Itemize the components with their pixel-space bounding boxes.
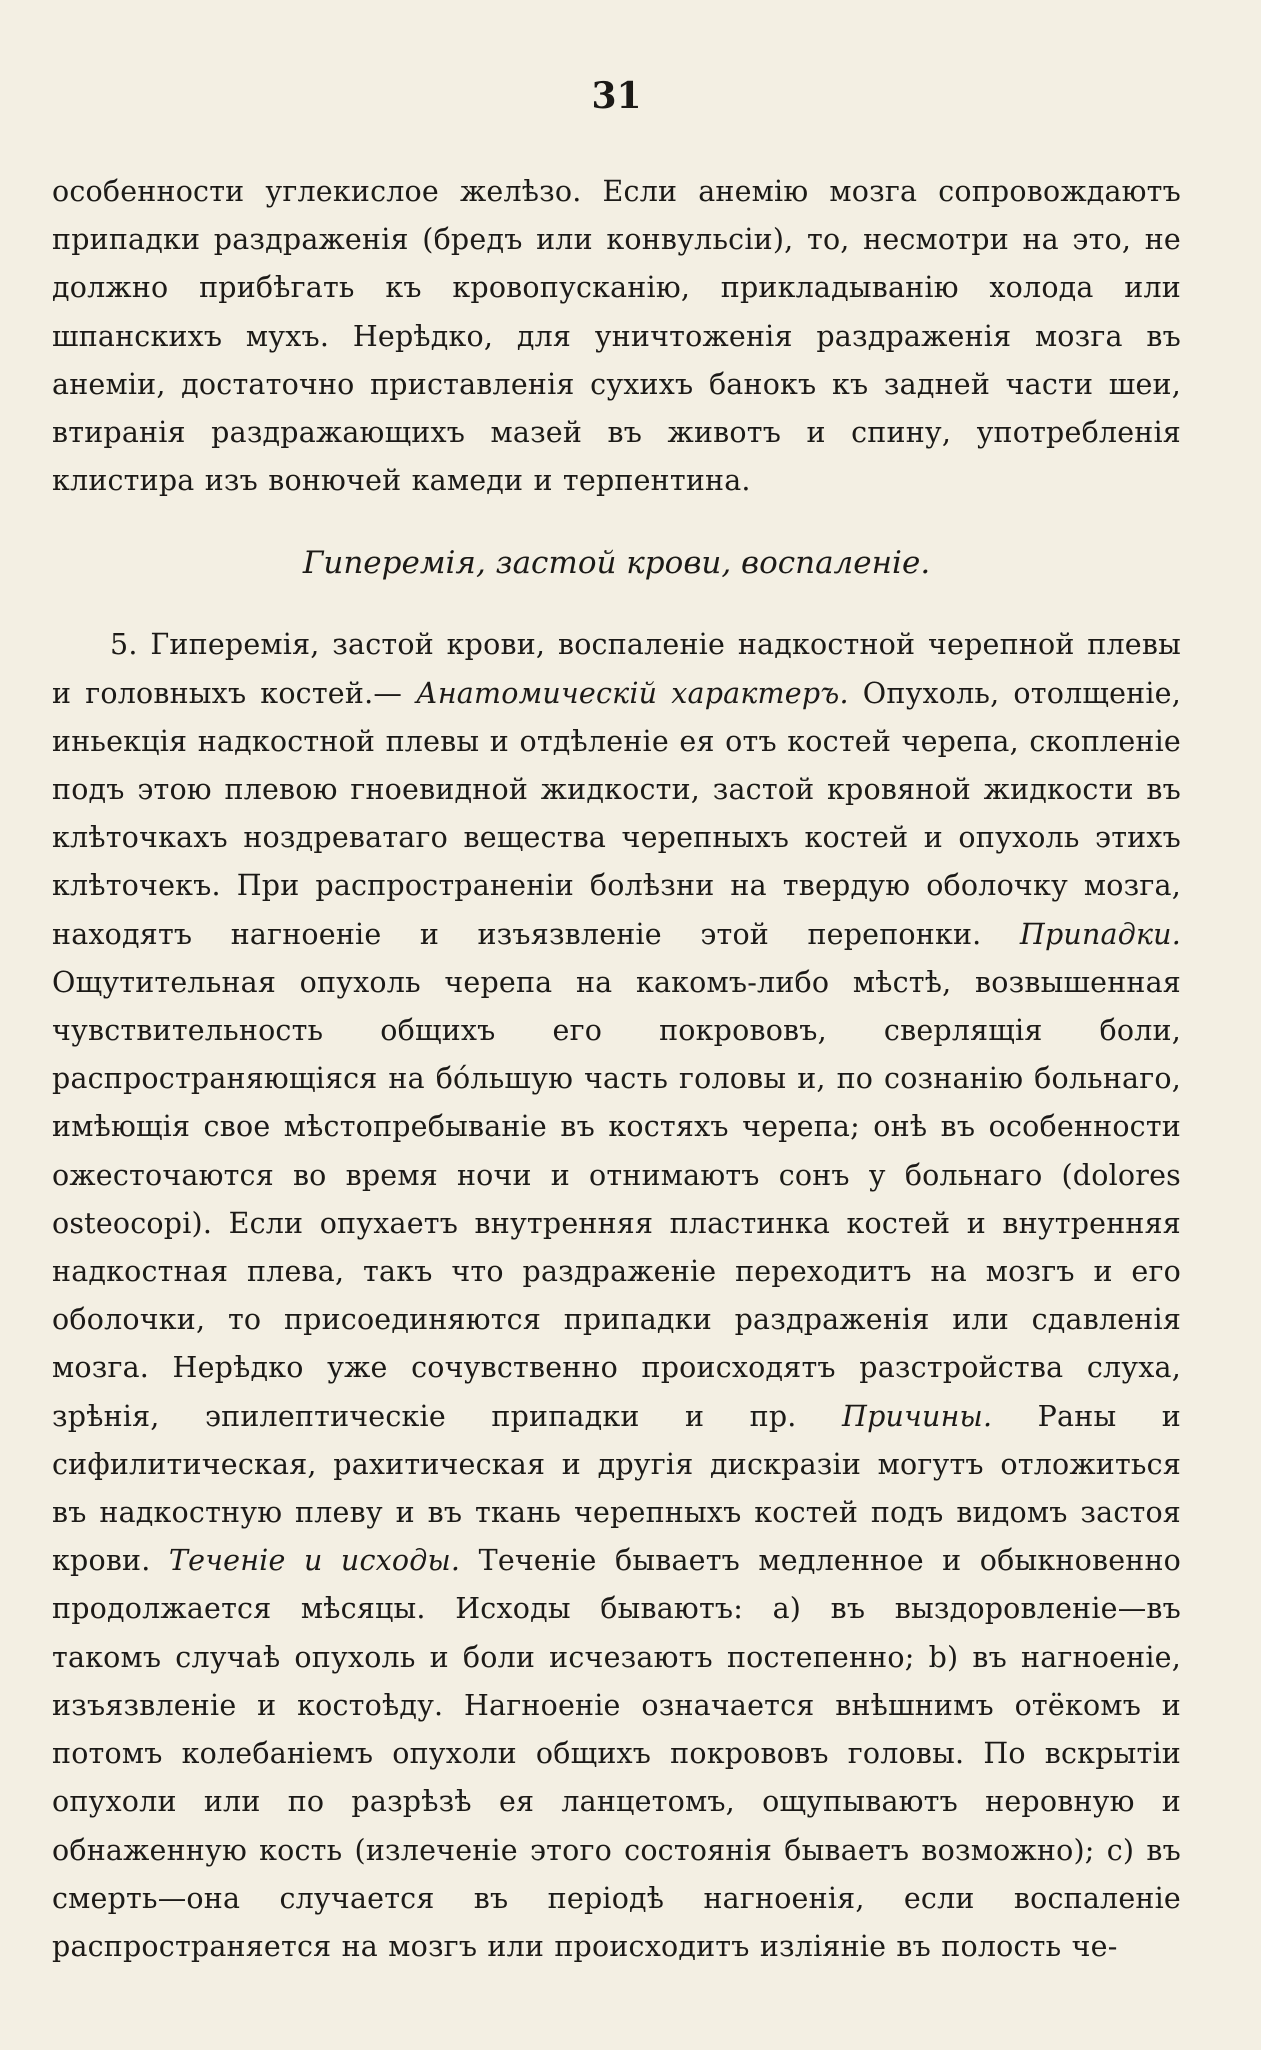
section-heading: Гиперемія, застой крови, воспаленіе. — [302, 545, 931, 582]
paragraph-segment: Раны и сифилитическая, рахитическая и другія дискразіи могутъ отложиться въ надкостную плеву и въ ткань черепныхъ костей подъ видомъ застоя крови. — [52, 1399, 1181, 1578]
paragraph-segment: 5. Гиперемія, застой крови, воспаленіе надкостной черепной плевы и головныхъ костей.— — [52, 628, 1181, 710]
paragraph-segment: Ощутительная опухоль черепа на какомъ-либо мѣстѣ, возвышенная чувствительность общихъ его покрововъ, сверлящія боли, распространяющіяся на бо́льшую часть головы и, по сознанію больнаго, имѣющія свое мѣстопребываніе въ костяхъ черепа; онѣ въ особенности ожесточаются во время ночи и отнимаютъ сонъ у больнаго (dolores osteocopi). Если опухаетъ внутренняя пластинка костей и внутренняя надкостная плева, такъ что раздраженіе переходитъ на мозгъ и его оболочки, то присоединяются припадки раздраженія или сдавленія мозга. Нерѣдко уже сочувственно происходятъ разстройства слуха, зрѣнія, эпилептическіе припадки и пр. — [52, 965, 1181, 1433]
emphasis-anatomical-character: Анатомическій характеръ. — [416, 676, 849, 710]
paragraph-anemia-treatment: особенности углекислое желѣзо. Если анемію мозга сопровождаютъ припадки раздраженія (бредъ или конвульсіи), то, несмотри на это, не должно прибѣгать къ кровопусканію, прикладыванію холода или шпанскихъ мухъ. Нерѣдко, для уничтоженія раздраженія мозга въ анеміи, достаточно приставленія сухихъ банокъ къ задней части шеи, втиранія раздражающихъ мазей въ животъ и спину, употребленія клистира изъ вонючей камеди и терпентина. — [52, 175, 1181, 498]
paragraph-hyperemia — [52, 621, 1181, 1971]
emphasis-symptoms: Припадки. — [1019, 917, 1181, 951]
page-number: 31 — [591, 75, 642, 117]
emphasis-course-outcomes: Теченіе и исходы. — [168, 1544, 461, 1578]
paragraph-segment: Теченіе бываетъ медленное и обыкновенно продолжается мѣсяцы. Исходы бываютъ: а) въ выздоровленіе—въ такомъ случаѣ опухоль и боли исчезаютъ постепенно; b) въ нагноеніе, изъязвленіе и костоѣду. Нагноеніе означается внѣшнимъ отёкомъ и потомъ колебаніемъ опухоли общихъ покрововъ головы. По вскрытіи опухоли или по разрѣзѣ ея ланцетомъ, ощупываютъ неровную и обнаженную кость (излеченіе этого состоянія бываетъ возможно); с) въ смерть—она случается въ періодѣ нагноенія, если воспаленіе распространяется на мозгъ или происходитъ изліяніе въ полость че- — [52, 1544, 1182, 1963]
paragraph-segment: Опухоль, отолщеніе, иньекція надкостной плевы и отдѣленіе ея отъ костей черепа, скопленіе подъ этою плевою гноевидной жидкости, застой кровяной жидкости въ клѣточкахъ ноздреватаго вещества черепныхъ костей и опухоль этихъ клѣточекъ. При распространеніи болѣзни на твердую оболочку мозга, находятъ нагноеніе и изъязвленіе этой перепонки. — [52, 676, 1181, 951]
emphasis-causes: Причины. — [842, 1399, 993, 1433]
